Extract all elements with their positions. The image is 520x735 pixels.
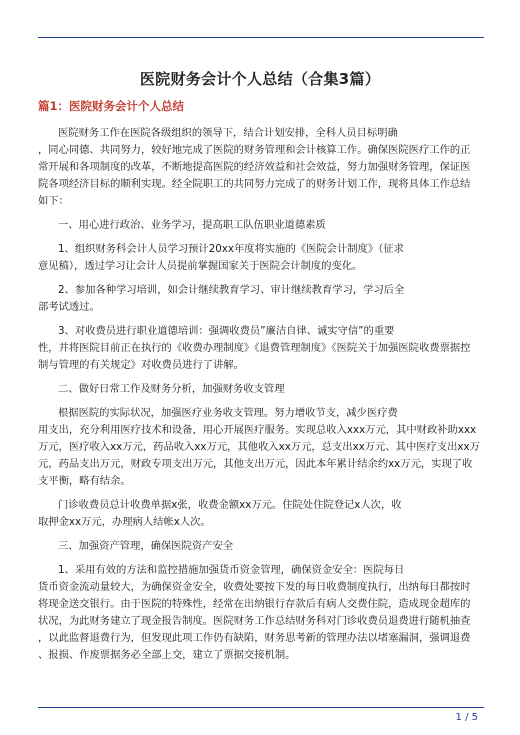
- text-line: 根据医院的实际状况，加强医疗业务收支管理。努力增收节支，减少医疗费: [58, 407, 398, 419]
- text-line: 三、加强资产管理，确保医院资产安全: [58, 540, 234, 552]
- text-line: 将现金送交银行。由于医院的特殊性，经常在出纳银行存款后有病人交费住院，造成现金超库的: [38, 598, 471, 610]
- paragraph: [38, 405, 484, 490]
- text-line: 2、参加各种学习培训，如会计继续教育学习、审计继续教育学习，学习后全: [58, 284, 405, 296]
- paragraph: [38, 562, 484, 664]
- section-heading: 篇1：医院财务会计个人总结: [38, 99, 185, 113]
- text-line: 如下：: [38, 195, 69, 207]
- paragraph: [38, 497, 484, 531]
- top-rule: [38, 37, 484, 38]
- text-line: 医院财务工作在医院各级组织的领导下，结合计划安排，全科人员目标明确: [58, 127, 398, 139]
- paragraph: [38, 241, 484, 275]
- text-line: 状况，为此财务建立了现金报告制度。医院财务工作总结财务科对门诊收费员退费进行随机抽查: [38, 615, 471, 627]
- paragraph: [38, 323, 484, 374]
- page-indicator: 1 / 5: [455, 712, 478, 723]
- text-line: 意见稿），透过学习让会计人员提前掌握国家关于医院会计制度的变化。: [38, 260, 363, 272]
- text-line: 一、用心进行政治、业务学习，提高职工队伍职业道德素质: [58, 219, 326, 231]
- document-title: 医院财务会计个人总结（合集3篇）: [139, 70, 381, 88]
- text-line: 支平衡，略有结余。: [38, 475, 131, 487]
- text-line: ，以此监督退费行为，但发现此项工作仍有缺陷，财务思考新的管理办法以堵塞漏洞，强调退费: [38, 632, 471, 644]
- paragraph: [38, 538, 484, 555]
- text-line: 制与管理的有关规定》对收费员进行了讲解。: [38, 359, 244, 371]
- paragraph: [38, 282, 484, 316]
- paragraph: [38, 381, 484, 398]
- text-line: 取押金xx万元，办理病人结帐x人次。: [38, 516, 211, 528]
- document-body: [38, 125, 484, 671]
- text-line: 常开展和各项制度的改革，不断地提高医院的经济效益和社会效益，努力加强财务管理，保证医: [38, 161, 471, 173]
- paragraph: [38, 125, 484, 210]
- text-line: 、报损、作废票据务必全部上交，建立了票据交接机制。: [38, 649, 296, 661]
- text-line: 二、做好日常工作及财务分析，加强财务收支管理: [58, 383, 285, 395]
- text-line: ，同心同德、共同努力，较好地完成了医院的财务管理和会计核算工作。确保医院医疗工作的正: [38, 144, 471, 156]
- text-line: 用支出，充分利用医疗技术和设备，用心开展医疗服务。实现总收入xxx万元，其中财政补助xxx: [38, 424, 477, 436]
- text-line: 3、对收费员进行职业道德培训：强调收费员”廉洁自律、诚实守信”的重要: [58, 325, 395, 337]
- text-line: 门诊收费员总计收费单据x张，收费金额xx万元。住院处住院登记x人次，收: [58, 499, 402, 511]
- text-line: 部考试透过。: [38, 301, 100, 313]
- text-line: 元，药品支出万元，财政专项支出万元，其他支出万元，因此本年累计结余约xx万元，实现了收: [38, 458, 473, 470]
- text-line: 货币资金流动量较大，为确保资金安全，收费处要按下发的每日收费制度执行，出纳每日都按时: [38, 581, 471, 593]
- text-line: 1、采用有效的方法和监控措施加强货币资金管理，确保资金安全：医院每日: [58, 564, 405, 576]
- text-line: 院各项经济目标的顺利实现。经全院职工的共同努力完成了的财务计划工作，现将具体工作总结: [38, 178, 471, 190]
- text-line: 性，并将医院目前正在执行的《收费办理制度》《退费管理制度》《医院关于加强医院收费票据控: [38, 342, 471, 354]
- text-line: 万元，医疗收入xx万元，药品收入xx万元，其他收入xx万元，总支出xx万元、其中医疗支出xx万: [38, 441, 480, 453]
- bottom-rule: [38, 707, 484, 708]
- paragraph: [38, 217, 484, 234]
- text-line: 1、组织财务科会计人员学习预计20xx年度将实施的《医院会计制度》（征求: [58, 243, 404, 255]
